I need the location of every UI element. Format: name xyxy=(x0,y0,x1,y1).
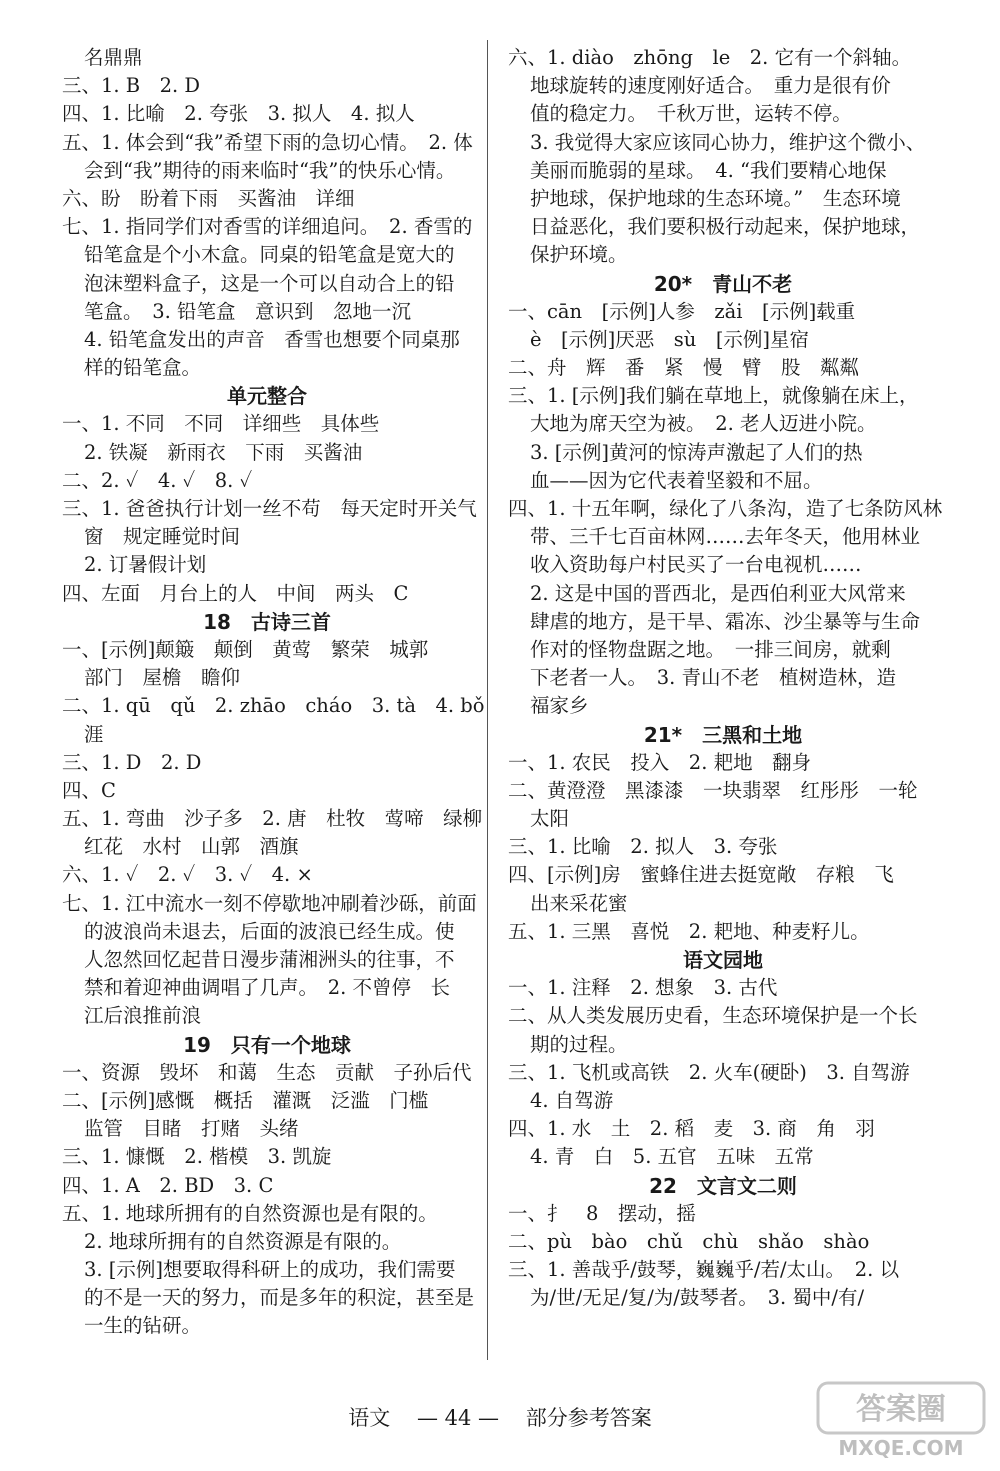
watermark-graphic xyxy=(816,1381,986,1461)
watermark-line2: MXQE.COM xyxy=(838,1436,964,1460)
answer-line: 五、1. 三黑 喜悦 2. 耙地、种麦籽儿。 xyxy=(508,919,870,943)
answer-line: 3. [示例]黄河的惊涛声激起了人们的热 xyxy=(530,440,863,464)
watermark-logo xyxy=(816,1381,986,1461)
footer-section: 部分参考答案 xyxy=(525,1406,652,1430)
answer-line: 一、[示例]颠簸 颠倒 黄莺 繁荣 城郭 xyxy=(62,637,429,661)
answer-line: 禁和着迎神曲调唱了几声。 2. 不曾停 长 xyxy=(84,976,451,1000)
answer-line: 笔盒。 3. 铅笔盒 意识到 忽地一沉 xyxy=(84,299,412,323)
answer-line: 3. 我觉得大家应该同心协力，维护这个微小、 xyxy=(530,130,926,154)
answer-line: 名鼎鼎 xyxy=(84,46,143,69)
section-heading: 19 只有一个地球 xyxy=(183,1032,351,1057)
answer-line: 二、pù bào chǔ chù shǎo shào xyxy=(508,1229,870,1253)
answer-line: 三、1. [示例]我们躺在草地上，就像躺在床上， xyxy=(508,384,919,408)
left-column xyxy=(62,44,485,1341)
answer-line: 的不是一天的努力，而是多年的积淀，甚至是 xyxy=(84,1286,475,1310)
answer-line: 四、左面 月台上的人 中间 两头 C xyxy=(62,581,409,605)
answer-line: 铅笔盒是个小木盒。同桌的铅笔盒是宽大的 xyxy=(84,243,455,267)
answer-line: 江后浪推前浪 xyxy=(84,1004,202,1028)
answer-line: 带、三千七百亩林网……去年冬天，他用林业 xyxy=(530,525,921,549)
answer-line: 四、1. 十五年啊，绿化了八条沟，造了七条防风林 xyxy=(508,497,943,520)
footer-page-number: — 44 — xyxy=(416,1406,500,1430)
answer-line: 三、1. 慷慨 2. 楷模 3. 凯旋 xyxy=(62,1145,332,1169)
answer-line: 人忽然回忆起昔日漫步蒲湘洲头的往事，不 xyxy=(84,948,455,971)
answer-line: 监管 目睹 打赌 头绪 xyxy=(84,1117,299,1141)
answer-line: 4. 自驾游 xyxy=(530,1088,614,1112)
answer-line: 4. 铅笔盒发出的声音 香雪也想要个同桌那 xyxy=(84,327,460,351)
answer-line: 为/世/无足/复/为/鼓琴者。 3. 蜀中/有/ xyxy=(530,1286,865,1310)
section-heading: 18 古诗三首 xyxy=(203,609,331,634)
answer-line: 三、1. D 2. D xyxy=(62,750,202,774)
answer-line: 七、1. 指同学们对香雪的详细追问。 2. 香雪的 xyxy=(62,215,473,239)
answer-line: 地球旋转的速度刚好适合。 重力是很有价 xyxy=(530,74,891,98)
answer-line: 二、黄澄澄 黑漆漆 一块翡翠 红彤彤 一轮 xyxy=(508,778,918,802)
answer-line: 七、1. 江中流水一刻不停歇地冲刷着沙砾，前面 xyxy=(62,891,477,915)
answer-line: 三、1. B 2. D xyxy=(62,74,201,98)
column-divider xyxy=(487,40,488,1360)
answer-line: 4. 青 白 5. 五官 五味 五常 xyxy=(530,1145,814,1169)
answer-line: 一、1. 不同 不同 详细些 具体些 xyxy=(62,412,380,436)
answer-line: 六、1. diào zhōng le 2. 它有一个斜轴。 xyxy=(508,46,912,69)
answer-line: 二、2. ✓ 4. ✓ 8. ✓ xyxy=(62,468,253,492)
answer-line: 一生的钻研。 xyxy=(84,1314,202,1338)
answer-line: 三、1. 飞机或高铁 2. 火车(硬卧) 3. 自驾游 xyxy=(508,1060,910,1084)
watermark-line1: 答案圈 xyxy=(856,1392,946,1427)
answer-line: 六、盼 盼着下雨 买酱油 详细 xyxy=(62,186,355,210)
answer-line: 四、C xyxy=(62,778,116,802)
answer-line: 保护环境。 xyxy=(530,243,628,267)
answer-line: 二、从人类发展历史看，生态环境保护是一个长 xyxy=(508,1004,918,1028)
answer-line: 大地为席天空为被。 2. 老人迈进小院。 xyxy=(530,412,877,436)
answer-line: 2. 铁凝 新雨衣 下雨 买酱油 xyxy=(84,440,363,464)
right-column xyxy=(508,44,943,1312)
answer-line: 四、1. 比喻 2. 夸张 3. 拟人 4. 拟人 xyxy=(62,102,415,126)
answer-line: 三、1. 爸爸执行计划一丝不苟 每天定时开关气 xyxy=(62,497,477,520)
answer-line: 值的稳定力。 千秋万世，运转不停。 xyxy=(530,102,852,126)
answer-line: 一、扌 8 摆动，摇 xyxy=(508,1201,696,1225)
footer-subject: 语文 xyxy=(348,1406,391,1430)
answer-line: 五、1. 地球所拥有的自然资源也是有限的。 xyxy=(62,1201,438,1225)
section-heading: 22 文言文二则 xyxy=(649,1173,797,1198)
answer-line: 红花 水村 山郭 酒旗 xyxy=(84,835,299,859)
answer-line: 泡沫塑料盒子，这是一个可以自动合上的铅 xyxy=(84,271,455,295)
answer-line: 一、1. 注释 2. 想象 3. 古代 xyxy=(508,976,778,1000)
answer-line: 二、舟 辉 番 紧 慢 臂 股 粼粼 xyxy=(508,356,860,380)
answer-line: 福家乡 xyxy=(530,694,589,718)
answer-line: 二、[示例]感慨 概括 灌溉 泛滥 门槛 xyxy=(62,1088,429,1112)
answer-line: 四、1. 水 土 2. 稻 麦 3. 商 角 羽 xyxy=(508,1117,875,1141)
answer-line: 的波浪尚未退去，后面的波浪已经生成。使 xyxy=(84,919,455,943)
answer-line: 收入资助每户村民买了一台电视机…… xyxy=(530,553,862,577)
answer-line: 肆虐的地方，是干旱、霜冻、沙尘暴等与生命 xyxy=(530,609,921,633)
answer-line: 三、1. 比喻 2. 拟人 3. 夸张 xyxy=(508,835,778,859)
section-heading: 21* 三黑和土地 xyxy=(643,722,803,747)
answer-line: 期的过程。 xyxy=(530,1032,628,1056)
answer-line: 日益恶化，我们要积极行动起来，保护地球， xyxy=(530,215,921,239)
answer-line: è [示例]厌恶 sù [示例]星宿 xyxy=(530,327,810,351)
answer-line: 作对的怪物盘踞之地。 一排三间房，就剩 xyxy=(530,637,891,661)
answer-line: 2. 订暑假计划 xyxy=(84,553,207,577)
answer-line: 一、cān [示例]人参 zǎi [示例]载重 xyxy=(508,299,856,323)
answer-line: 四、1. A 2. BD 3. C xyxy=(62,1173,274,1197)
answer-line: 美丽而脆弱的星球。 4. “我们要精心地保 xyxy=(530,158,887,182)
answer-line: 三、1. 善哉乎/鼓琴，巍巍乎/若/太山。 2. 以 xyxy=(508,1258,900,1282)
answer-line: 3. [示例]想要取得科研上的成功，我们需要 xyxy=(84,1258,456,1282)
section-heading: 单元整合 xyxy=(227,384,307,409)
answer-line: 太阳 xyxy=(530,807,570,831)
answer-line: 涯 xyxy=(84,722,104,746)
answer-line: 四、[示例]房 蜜蜂住进去挺宽敞 存粮 飞 xyxy=(508,863,894,887)
answer-line: 出来采花蜜 xyxy=(530,891,628,915)
answer-line: 2. 地球所拥有的自然资源是有限的。 xyxy=(84,1229,402,1253)
answer-line: 窗 规定睡觉时间 xyxy=(84,525,241,549)
answer-line: 2. 这是中国的晋西北，是西伯利亚大风常来 xyxy=(530,581,906,605)
answer-line: 六、1. ✓ 2. ✓ 3. ✓ 4. × xyxy=(62,863,313,887)
answer-line: 血——因为它代表着坚毅和不屈。 xyxy=(530,468,823,492)
answer-line: 二、1. qū qǔ 2. zhāo cháo 3. tà 4. bǒ xyxy=(62,694,485,718)
answer-line: 部门 屋檐 瞻仰 xyxy=(84,666,241,690)
answer-line: 五、1. 弯曲 沙子多 2. 唐 杜牧 莺啼 绿柳 xyxy=(62,807,483,831)
answer-line: 五、1. 体会到“我”希望下雨的急切心情。 2. 体 xyxy=(62,130,473,154)
section-heading: 语文园地 xyxy=(683,948,763,972)
section-heading: 20* 青山不老 xyxy=(653,271,793,296)
answer-line: 护地球，保护地球的生态环境。” 生态环境 xyxy=(530,186,901,210)
answer-line: 会到“我”期待的雨来临时“我”的快乐心情。 xyxy=(84,158,456,182)
answer-line: 一、资源 毁坏 和蔼 生态 贡献 子孙后代 xyxy=(62,1060,472,1084)
answer-line: 下老者一人。 3. 青山不老 植树造林，造 xyxy=(530,666,897,690)
answer-line: 一、1. 农民 投入 2. 耙地 翻身 xyxy=(508,750,812,774)
answer-line: 样的铅笔盒。 xyxy=(84,356,202,380)
